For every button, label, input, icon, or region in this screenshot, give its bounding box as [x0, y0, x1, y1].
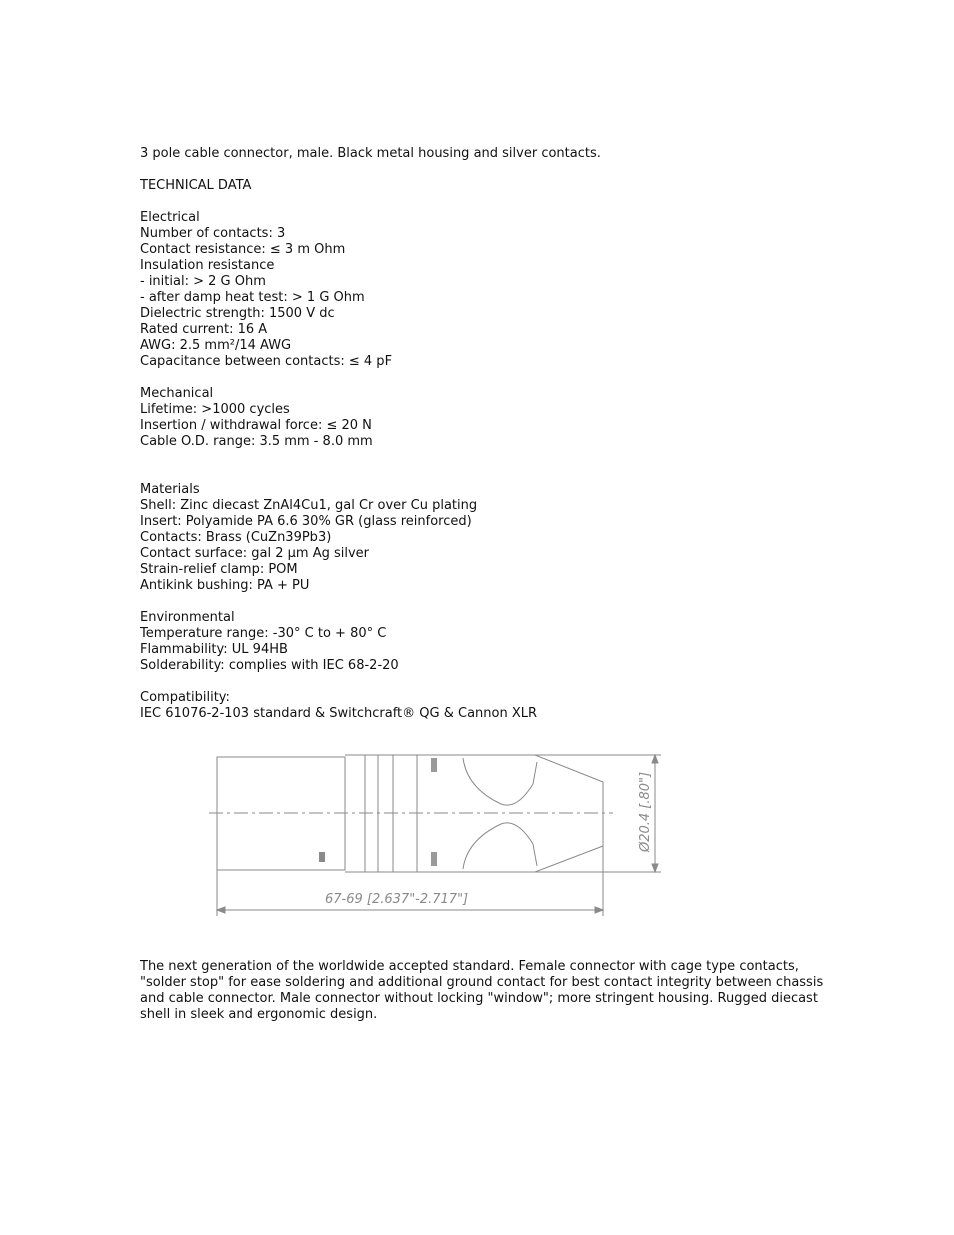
- connector-dimension-drawing: [205, 748, 675, 923]
- description-section: [140, 959, 830, 1023]
- arrow-head: [217, 907, 225, 913]
- electrical-line: - after damp heat test: > 1 G Ohm: [140, 290, 365, 305]
- grip-cut-bottom: [463, 823, 537, 869]
- arrow-head: [652, 864, 658, 872]
- environmental-line: Flammability: UL 94HB: [140, 642, 288, 657]
- diameter-label: Ø20.4 [.80"]: [638, 771, 653, 852]
- compatibility-heading: Compatibility:: [140, 690, 230, 705]
- compatibility-line: IEC 61076-2-103 standard & Switchcraft® QG & Cannon XLR: [140, 706, 538, 721]
- environmental-line: Solderability: complies with IEC 68-2-20: [140, 658, 399, 673]
- mechanical-line: Lifetime: >1000 cycles: [140, 402, 290, 417]
- spec-sheet: [140, 146, 840, 722]
- mechanical-heading: Mechanical: [140, 386, 214, 401]
- grip-cut-top: [463, 758, 537, 805]
- electrical-line: - initial: > 2 G Ohm: [140, 274, 266, 289]
- description-text: The next generation of the worldwide accepted standard. Female connector with cage type contacts, "solder stop" for ease soldering and additional ground contact for best contact integrity between chassis and cable connector. Male connector without locking "window"; more stringent housing. Rugged diecast shell in sleek and ergonomic design.: [140, 959, 824, 1022]
- materials-heading: Materials: [140, 482, 200, 497]
- environmental-heading: Environmental: [140, 610, 235, 625]
- electrical-line: Number of contacts: 3: [140, 226, 286, 241]
- electrical-line: AWG: 2.5 mm²/14 AWG: [140, 338, 292, 353]
- materials-line: Strain-relief clamp: POM: [140, 562, 298, 577]
- length-label: 67-69 [2.637"-2.717"]: [325, 892, 469, 907]
- electrical-line: Capacitance between contacts: ≤ 4 pF: [140, 354, 393, 369]
- logo-mark: [319, 852, 325, 862]
- materials-line: Contact surface: gal 2 µm Ag silver: [140, 546, 370, 561]
- logo-mark: [431, 852, 437, 866]
- arrow-head: [652, 755, 658, 763]
- electrical-line: Rated current: 16 A: [140, 322, 268, 337]
- logo-mark: [431, 758, 437, 772]
- arrow-head: [595, 907, 603, 913]
- materials-line: Shell: Zinc diecast ZnAl4Cu1, gal Cr over Cu plating: [140, 498, 478, 513]
- electrical-line: Dielectric strength: 1500 V dc: [140, 306, 335, 321]
- materials-line: Insert: Polyamide PA 6.6 30% GR (glass reinforced): [140, 514, 472, 529]
- mechanical-line: Cable O.D. range: 3.5 mm - 8.0 mm: [140, 434, 373, 449]
- electrical-heading: Electrical: [140, 210, 200, 225]
- intro-text: 3 pole cable connector, male. Black metal housing and silver contacts.: [140, 146, 601, 161]
- technical-data-heading: TECHNICAL DATA: [140, 178, 252, 193]
- electrical-line: Contact resistance: ≤ 3 m Ohm: [140, 242, 346, 257]
- materials-line: Antikink bushing: PA + PU: [140, 578, 310, 593]
- electrical-line: Insulation resistance: [140, 258, 275, 273]
- materials-line: Contacts: Brass (CuZn39Pb3): [140, 530, 332, 545]
- environmental-line: Temperature range: -30° C to + 80° C: [140, 626, 387, 641]
- mechanical-line: Insertion / withdrawal force: ≤ 20 N: [140, 418, 372, 433]
